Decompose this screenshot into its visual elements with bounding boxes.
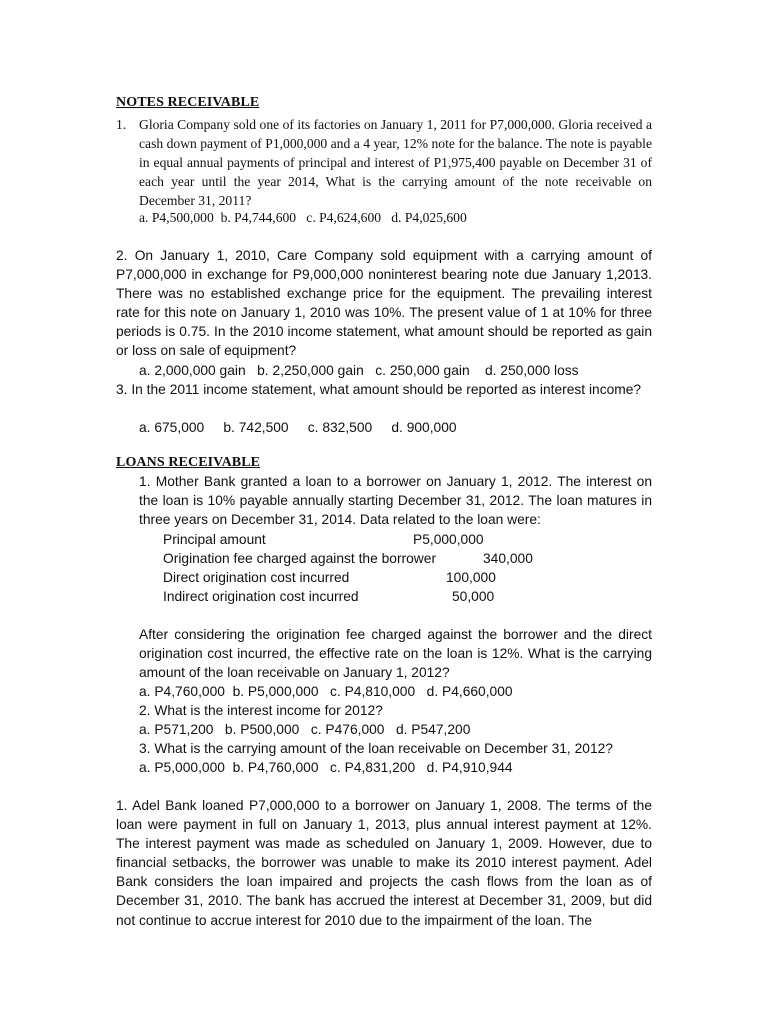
loan-question-3-text: 3. What is the carrying amount of the loan receivable on December 31, 2012? bbox=[139, 741, 613, 756]
loan-question-2-text: 2. What is the interest income for 2012? bbox=[139, 703, 383, 718]
loan-table-label: Origination fee charged against the borrower bbox=[163, 551, 437, 566]
loan-question-2-choices: a. P571,200 b. P500,000 c. P476,000 d. P547,200 bbox=[139, 722, 471, 737]
question-2-choices: a. 2,000,000 gain b. 2,250,000 gain c. 250,000 gain d. 250,000 loss bbox=[139, 363, 579, 378]
question-3-choices: a. 675,000 b. 742,500 c. 832,500 d. 900,000 bbox=[139, 420, 457, 435]
question-3-text: 3. In the 2011 income statement, what amount should be reported as interest income? bbox=[116, 382, 642, 397]
loan-table-label: Indirect origination cost incurred bbox=[163, 589, 359, 604]
adel-bank-text: 1. Adel Bank loaned P7,000,000 to a borrower on January 1, 2008. The terms of the loan were payment in full on January 1, 2013, plus annual interest payment at 12%. The interest payment was made as scheduled on January 1, 2009. However, due to financial setbacks, the borrower was unable to make its 2010 interest payment. Adel Bank considers the loan impaired and projects the cash flows from the loan as of December 31, 2010. The bank has accrued the interest at December 31, 2009, but did not continue to accrue interest for 2010 due to the impairment of the loan. The bbox=[116, 798, 652, 928]
loan-question-3-choices: a. P5,000,000 b. P4,760,000 c. P4,831,200 d. P4,910,944 bbox=[139, 760, 513, 775]
notes-receivable-heading: NOTES RECEIVABLE bbox=[116, 95, 260, 110]
loan-table-value: 100,000 bbox=[446, 570, 496, 585]
loan-table-label: Direct origination cost incurred bbox=[163, 570, 350, 585]
question-1-text: Gloria Company sold one of its factories on January 1, 2011 for P7,000,000. Gloria received a cash down payment of P1,000,000 and a 4 year, 12% note for the balance. The note is payable in equal annual payments of principal and interest of P1,975,400 payable on December 31 of each year until the year 2014, What is the carrying amount of the note receivable on December 31, 2011? bbox=[139, 117, 652, 209]
question-1-number: 1. bbox=[116, 117, 127, 132]
loan-table-value: 50,000 bbox=[452, 589, 495, 604]
loan-table-value: 340,000 bbox=[483, 551, 533, 566]
loan-table-value: P5,000,000 bbox=[413, 532, 484, 547]
loan-table-label: Principal amount bbox=[163, 532, 266, 547]
mother-bank-intro: 1. Mother Bank granted a loan to a borrower on January 1, 2012. The interest on the loan is 10% payable annually starting December 31, 2012. The loan matures in three years on December 31, 2014. Data related to the loan were: bbox=[139, 474, 652, 528]
question-2-text: 2. On January 1, 2010, Care Company sold equipment with a carrying amount of P7,000,000 in exchange for P9,000,000 noninterest bearing note due January 1,2013. There was no established exchange price for the equipment. The prevailing interest rate for this note on January 1, 2010 was 10%. The present value of 1 at 10% for three periods is 0.75. In the 2010 income statement, what amount should be reported as gain or loss on sale of equipment? bbox=[116, 248, 652, 359]
loans-receivable-heading: LOANS RECEIVABLE bbox=[116, 455, 261, 470]
question-1-choices: a. P4,500,000 b. P4,744,600 c. P4,624,600 d. P4,025,600 bbox=[139, 210, 467, 225]
loan-question-1-choices: a. P4,760,000 b. P5,000,000 c. P4,810,000 d. P4,660,000 bbox=[139, 684, 513, 699]
mother-bank-followup: After considering the origination fee charged against the borrower and the direct origination cost incurred, the effective rate on the loan is 12%. What is the carrying amount of the loan receivable on January 1, 2012? bbox=[139, 627, 652, 681]
